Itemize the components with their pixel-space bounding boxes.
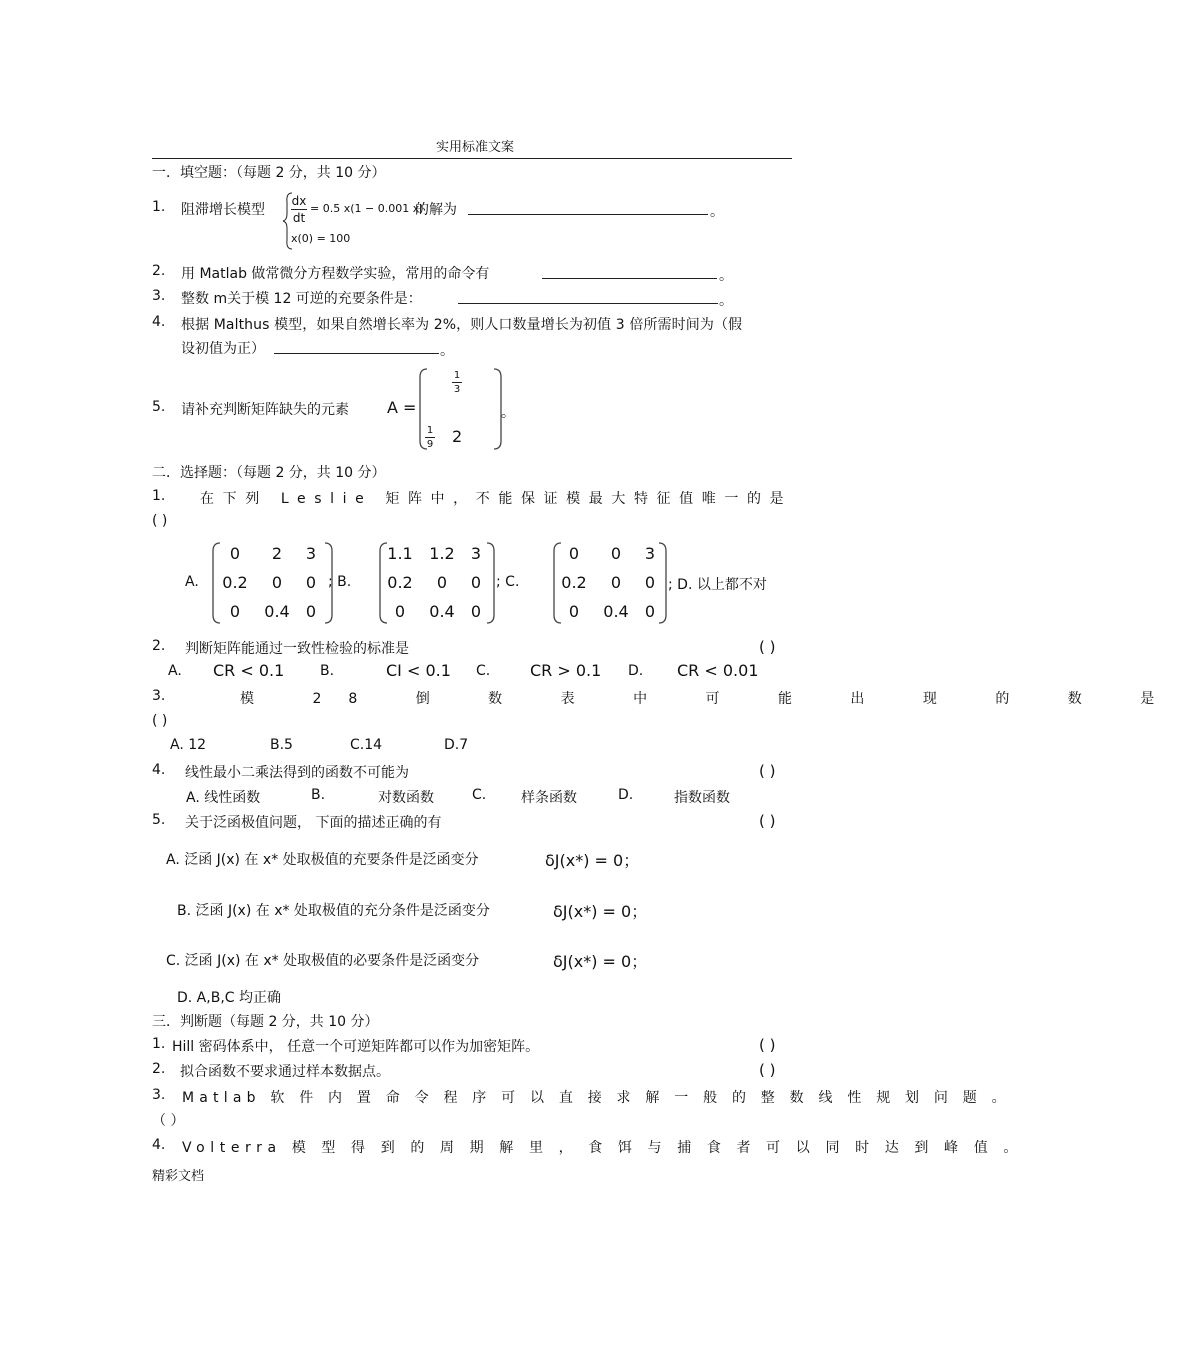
matC-cell: 0 — [644, 602, 656, 621]
s2-q2-aval: CR < 0.1 — [213, 661, 285, 680]
s1-q2-end: 。 — [719, 268, 733, 284]
matB-cell: 1.1 — [387, 544, 413, 563]
matB-cell: 0 — [436, 573, 448, 592]
s2-q2-num: 2. — [152, 638, 166, 654]
s2-q2-d[interactable]: D. — [628, 663, 644, 679]
s2-q1-num: 1. — [152, 488, 166, 504]
s2-q1-optC[interactable]: ; C. — [496, 574, 520, 590]
s1-q5-text: 请补充判断矩阵缺失的元素 — [181, 402, 349, 418]
s2-q2-b[interactable]: B. — [320, 663, 335, 679]
s3-q2-text: 拟合函数不要求通过样本数据点。 — [180, 1064, 390, 1080]
s2-q1-optA[interactable]: A. — [185, 574, 199, 590]
s3-q2-num: 2. — [152, 1061, 166, 1077]
s1-q1-text: 阻滞增长模型 — [181, 202, 265, 218]
s1-q5-num: 5. — [152, 399, 166, 415]
s2-q2-bval: CI < 0.1 — [386, 661, 451, 680]
s1-q5-val: 2 — [452, 427, 463, 446]
s1-q5-n2: 1 — [426, 425, 434, 436]
s1-q3-answer[interactable] — [458, 288, 718, 304]
matC-cell: 3 — [644, 544, 656, 563]
s2-q4-num: 4. — [152, 762, 166, 778]
s2-q1-paren[interactable]: ( ) — [152, 513, 168, 529]
s2-q1-text: 在下列 Leslie 矩阵中，不能保证模最大特征值唯一的是 — [200, 491, 793, 507]
s2-q2-dval: CR < 0.01 — [677, 661, 759, 680]
matrix-A — [211, 541, 336, 625]
s1-q1-dt: dt — [292, 211, 306, 225]
section2-title: 二．选择题：（每题 2 分，共 10 分） — [152, 465, 386, 481]
s1-q5-end: 。 — [501, 405, 515, 421]
s2-q2-paren[interactable]: ( ) — [759, 638, 776, 656]
matC-cell: 0 — [568, 544, 580, 563]
matA-cell: 0.2 — [222, 573, 248, 592]
s2-q1-optB[interactable]: ; B. — [328, 574, 352, 590]
s1-q4-line2: 设初值为正） — [181, 341, 265, 357]
s2-q4-opt-c-text: 样条函数 — [521, 790, 577, 806]
matrix-B — [378, 541, 498, 625]
matA-cell: 0 — [305, 573, 317, 592]
s3-q1-num: 1. — [152, 1036, 166, 1052]
matA-cell: 3 — [305, 544, 317, 563]
s2-q3-opt-b[interactable]: B.5 — [270, 737, 293, 753]
s2-q5-opt-d[interactable]: D. A,B,C 均正确 — [177, 990, 281, 1006]
s1-q1-eq1: = 0.5 x(1 − 0.001 x) — [310, 202, 424, 215]
section3-title: 三．判断题（每题 2 分，共 10 分） — [152, 1014, 379, 1030]
s2-q5-text: 关于泛函极值问题， 下面的描述正确的有 — [185, 815, 442, 831]
matA-cell: 0 — [305, 602, 317, 621]
s3-q2-paren[interactable]: ( ) — [759, 1061, 776, 1079]
s1-q2-num: 2. — [152, 263, 166, 279]
s1-q5-frac-1-3 — [452, 370, 462, 395]
s2-q4-paren[interactable]: ( ) — [759, 762, 776, 780]
s2-q1-optD[interactable]: ; D. 以上都不对 — [668, 577, 767, 593]
s2-q2-cval: CR > 0.1 — [530, 661, 602, 680]
matB-cell: 0 — [394, 602, 406, 621]
s2-q3-text: 模 28 倒 数 表 中 可 能 出 现 的 数 是 — [240, 691, 1181, 707]
s2-q5-opt-b[interactable]: B. 泛函 J(x) 在 x* 处取极值的充分条件是泛函变分 — [177, 903, 490, 919]
s1-q4-end: 。 — [440, 343, 454, 359]
s2-q4-opt-b[interactable]: B. — [311, 787, 326, 803]
s2-q3-paren[interactable]: ( ) — [152, 713, 168, 729]
s3-q4-num: 4. — [152, 1137, 166, 1153]
s1-q1-tail: 的解为 — [415, 202, 457, 218]
s2-q3-opt-d[interactable]: D.7 — [444, 737, 469, 753]
s2-q5-num: 5. — [152, 812, 166, 828]
s3-q4-text: Volterra 模 型 得 到 的 周 期 解 里 ， 食 饵 与 捕 食 者 可 以 同 时 达 到 峰 值 。 — [182, 1140, 1023, 1156]
s1-q3-end: 。 — [719, 293, 733, 309]
matA-cell: 0 — [229, 602, 241, 621]
s1-q4-num: 4. — [152, 314, 166, 330]
s1-q1-answer[interactable] — [468, 199, 708, 215]
s2-q4-text: 线性最小二乘法得到的函数不可能为 — [185, 765, 409, 781]
s2-q4-opt-b-text: 对数函数 — [378, 790, 434, 806]
matC-cell: 0 — [568, 602, 580, 621]
matB-cell: 3 — [470, 544, 482, 563]
matA-cell: 0.4 — [264, 602, 290, 621]
s2-q4-opt-c[interactable]: C. — [472, 787, 487, 803]
s2-q5-opt-a[interactable]: A. 泛函 J(x) 在 x* 处取极值的充要条件是泛函变分 — [166, 852, 479, 868]
matA-cell: 0 — [271, 573, 283, 592]
s1-q5-n1: 1 — [453, 370, 461, 381]
s1-q1-end: 。 — [710, 204, 724, 220]
matB-cell: 0 — [470, 602, 482, 621]
s2-q2-c[interactable]: C. — [476, 663, 491, 679]
s2-q5-delta-a: δJ(x*) = 0； — [545, 851, 640, 870]
section1-title: 一．填空题：（每题 2 分，共 10 分） — [152, 165, 386, 181]
s3-q1-text: Hill 密码体系中， 任意一个可逆矩阵都可以作为加密矩阵。 — [172, 1039, 540, 1055]
s2-q5-paren[interactable]: ( ) — [759, 812, 776, 830]
page-footer: 精彩文档 — [152, 1169, 205, 1184]
s2-q2-a[interactable]: A. — [168, 663, 182, 679]
s2-q3-opt-a[interactable]: A. 12 — [170, 737, 207, 753]
s1-q2-answer[interactable] — [542, 263, 717, 279]
s1-q5-d2: 9 — [426, 439, 434, 450]
s1-q1-num: 1. — [152, 199, 166, 215]
s2-q5-delta-c: δJ(x*) = 0； — [553, 952, 648, 971]
matC-cell: 0 — [644, 573, 656, 592]
s2-q4-opt-d-text: 指数函数 — [674, 790, 730, 806]
s2-q2-text: 判断矩阵能通过一致性检验的标准是 — [185, 641, 409, 657]
s1-q3-text: 整数 m关于模 12 可逆的充要条件是： — [181, 291, 422, 307]
s3-q3-paren[interactable]: （ ） — [152, 1113, 185, 1129]
s2-q5-delta-b: δJ(x*) = 0； — [553, 902, 648, 921]
matB-cell: 0.4 — [429, 602, 455, 621]
s1-q4-answer[interactable] — [274, 338, 439, 354]
matC-cell: 0.4 — [603, 602, 629, 621]
matrix-C — [552, 541, 670, 625]
s1-q1-dx: dx — [291, 194, 307, 208]
matC-cell: 0 — [610, 544, 622, 563]
s1-q5-frac-1-9 — [425, 425, 435, 450]
matC-cell: 0 — [610, 573, 622, 592]
s1-q5-A: A = — [387, 398, 417, 417]
s2-q5-opt-c[interactable]: C. 泛函 J(x) 在 x* 处取极值的必要条件是泛函变分 — [166, 953, 480, 969]
s1-q4-line1: 根据 Malthus 模型，如果自然增长率为 2%，则人口数量增长为初值 3 倍所需时间为（假 — [181, 317, 743, 333]
matA-cell: 0 — [229, 544, 241, 563]
s1-q1-frac — [291, 194, 307, 225]
s1-q5-d1: 3 — [453, 384, 461, 395]
s2-q3-opt-c[interactable]: C.14 — [350, 737, 383, 753]
matB-cell: 1.2 — [429, 544, 455, 563]
matA-cell: 2 — [271, 544, 283, 563]
matB-cell: 0.2 — [387, 573, 413, 592]
matC-cell: 0.2 — [561, 573, 587, 592]
s2-q3-num: 3. — [152, 688, 166, 704]
s1-q3-num: 3. — [152, 288, 166, 304]
s1-q1-eq2: x(0) = 100 — [291, 232, 351, 245]
s3-q3-num: 3. — [152, 1087, 166, 1103]
s2-q4-opt-d[interactable]: D. — [618, 787, 634, 803]
s3-q1-paren[interactable]: ( ) — [759, 1036, 776, 1054]
s3-q3-text: Matlab 软 件 内 置 命 令 程 序 可 以 直 接 求 解 一 般 的 整 数 线 性 规 划 问 题 。 — [182, 1090, 1011, 1106]
matB-cell: 0 — [470, 573, 482, 592]
header-rule — [152, 158, 792, 159]
s2-q4-opt-a[interactable]: A. 线性函数 — [186, 790, 261, 806]
s1-q2-text: 用 Matlab 做常微分方程数学实验，常用的命令有 — [181, 266, 490, 282]
page-header: 实用标准文案 — [435, 140, 514, 155]
